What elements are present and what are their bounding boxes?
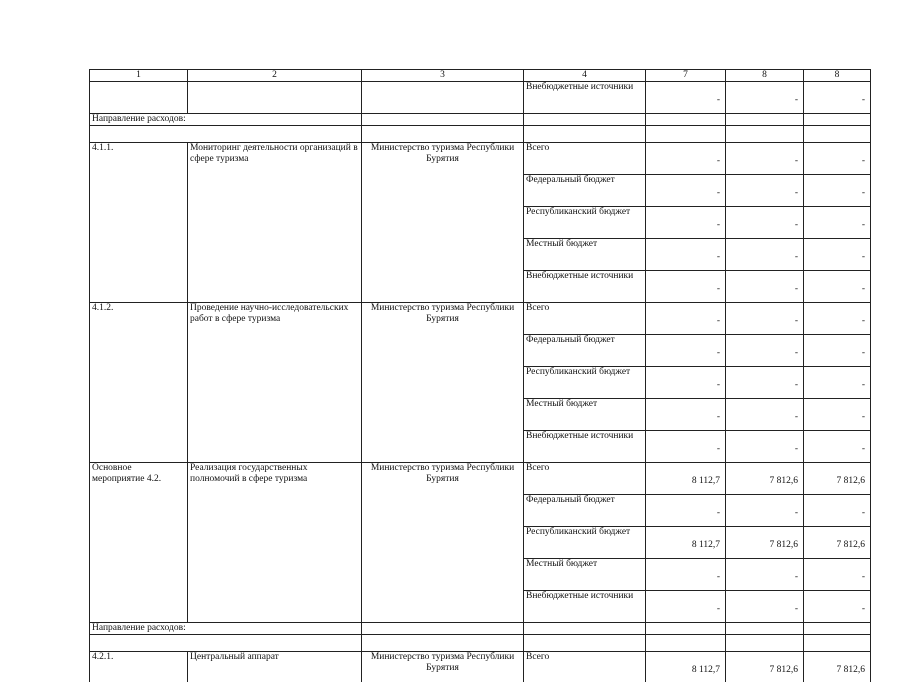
spacer-row	[90, 126, 871, 143]
source-label: Внебюджетные источники	[524, 271, 646, 303]
value-cell: -	[646, 143, 726, 175]
col-header: 7	[646, 70, 726, 82]
item-code: 4.1.2.	[90, 303, 188, 463]
value-cell: -	[646, 239, 726, 271]
value-cell: -	[804, 271, 871, 303]
value-cell: -	[726, 271, 804, 303]
value-cell: -	[646, 559, 726, 591]
source-label: Федеральный бюджет	[524, 335, 646, 367]
source-label: Всего	[524, 143, 646, 175]
budget-table	[89, 69, 871, 682]
item-code: Основное мероприятие 4.2.	[90, 463, 188, 623]
col-header: 3	[362, 70, 524, 82]
value-cell: -	[804, 399, 871, 431]
source-label: Всего	[524, 463, 646, 495]
item-executor: Министерство туризма Республики Бурятия	[362, 143, 524, 303]
source-label: Всего	[524, 652, 646, 682]
value-cell: -	[646, 303, 726, 335]
value-cell: -	[646, 271, 726, 303]
value-cell: 7 812,6	[726, 463, 804, 495]
value-cell: -	[726, 367, 804, 399]
source-label: Республиканский бюджет	[524, 367, 646, 399]
value-cell: -	[804, 82, 871, 114]
value-cell: 7 812,6	[804, 527, 871, 559]
item-name: Проведение научно-исследовательских работ в сфере туризма	[188, 303, 362, 463]
table-row	[90, 463, 871, 495]
value-cell: -	[726, 431, 804, 463]
value-cell: -	[804, 239, 871, 271]
direction-label: Направление расходов:	[90, 114, 362, 126]
item-executor: Министерство туризма Республики Бурятия	[362, 652, 524, 682]
value-cell: -	[726, 175, 804, 207]
value-cell: -	[726, 207, 804, 239]
value-cell: -	[646, 175, 726, 207]
col-header: 1	[90, 70, 188, 82]
value-cell: 7 812,6	[804, 652, 871, 682]
value-cell: -	[726, 303, 804, 335]
value-cell: -	[646, 207, 726, 239]
spacer-row	[90, 635, 871, 652]
value-cell: -	[726, 143, 804, 175]
source-label: Местный бюджет	[524, 239, 646, 271]
value-cell: -	[726, 335, 804, 367]
value-cell: 7 812,6	[804, 463, 871, 495]
value-cell: -	[804, 367, 871, 399]
direction-label: Направление расходов:	[90, 623, 362, 635]
source-label: Республиканский бюджет	[524, 207, 646, 239]
value-cell: -	[804, 143, 871, 175]
source-label: Всего	[524, 303, 646, 335]
value-cell: -	[646, 367, 726, 399]
direction-row	[90, 114, 871, 126]
value-cell: -	[726, 399, 804, 431]
table-row	[90, 82, 871, 114]
value-cell: -	[646, 335, 726, 367]
value-cell: -	[804, 559, 871, 591]
value-cell: -	[726, 82, 804, 114]
value-cell: -	[646, 431, 726, 463]
value-cell: -	[726, 239, 804, 271]
table-row	[90, 303, 871, 335]
col-header: 8	[726, 70, 804, 82]
value-cell: 8 112,7	[646, 463, 726, 495]
item-code: 4.1.1.	[90, 143, 188, 303]
value-cell: -	[726, 559, 804, 591]
source-label: Федеральный бюджет	[524, 175, 646, 207]
value-cell: -	[726, 495, 804, 527]
item-name: Мониторинг деятельности организаций в сфере туризма	[188, 143, 362, 303]
item-executor: Министерство туризма Республики Бурятия	[362, 303, 524, 463]
value-cell: -	[646, 591, 726, 623]
source-label: Внебюджетные источники	[524, 82, 646, 114]
item-executor: Министерство туризма Республики Бурятия	[362, 463, 524, 623]
source-label: Местный бюджет	[524, 559, 646, 591]
value-cell: -	[726, 591, 804, 623]
table-row	[90, 652, 871, 682]
value-cell: 7 812,6	[726, 652, 804, 682]
value-cell: -	[804, 175, 871, 207]
source-label: Внебюджетные источники	[524, 591, 646, 623]
value-cell: -	[646, 399, 726, 431]
source-label: Местный бюджет	[524, 399, 646, 431]
value-cell: -	[804, 303, 871, 335]
col-header: 2	[188, 70, 362, 82]
source-label: Федеральный бюджет	[524, 495, 646, 527]
table-row	[90, 143, 871, 175]
value-cell: -	[804, 495, 871, 527]
value-cell: 8 112,7	[646, 527, 726, 559]
header-row	[90, 70, 871, 82]
col-header: 4	[524, 70, 646, 82]
value-cell: 7 812,6	[726, 527, 804, 559]
value-cell: -	[646, 82, 726, 114]
value-cell: -	[804, 335, 871, 367]
item-code: 4.2.1.	[90, 652, 188, 682]
item-name: Реализация государственных полномочий в сфере туризма	[188, 463, 362, 623]
value-cell: -	[804, 431, 871, 463]
value-cell: 8 112,7	[646, 652, 726, 682]
value-cell: -	[804, 591, 871, 623]
source-label: Республиканский бюджет	[524, 527, 646, 559]
value-cell: -	[646, 495, 726, 527]
source-label: Внебюджетные источники	[524, 431, 646, 463]
direction-row	[90, 623, 871, 635]
value-cell: -	[804, 207, 871, 239]
col-header: 8	[804, 70, 871, 82]
item-name: Центральный аппарат	[188, 652, 362, 682]
